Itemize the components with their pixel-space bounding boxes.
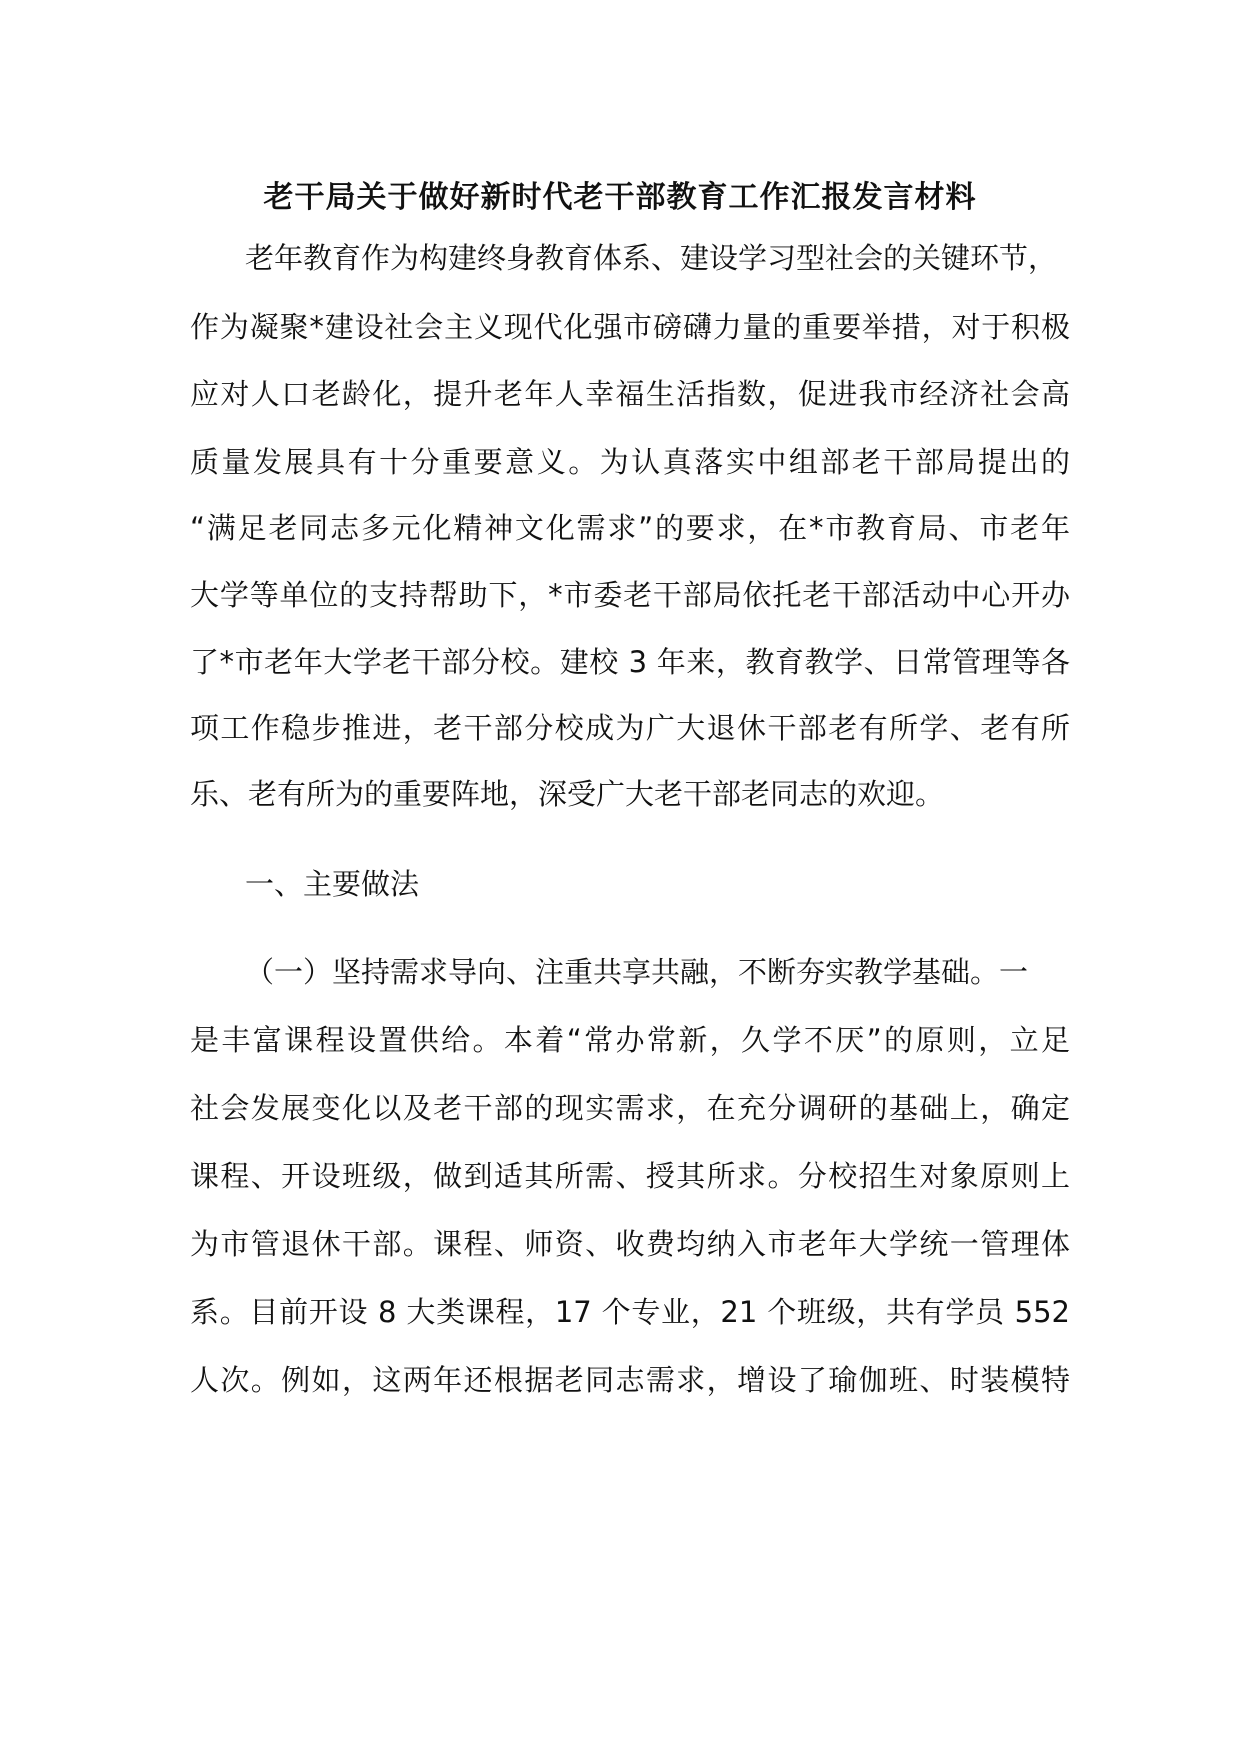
text-line: （一）坚持需求导向、注重共享共融，不断夯实教学基础。一 xyxy=(245,955,1029,989)
text-line: 是丰富课程设置供给。本着“常办常新，久学不厌”的原则，立足 xyxy=(190,1023,1070,1057)
document-title: 老干局关于做好新时代老干部教育工作汇报发言材料 xyxy=(263,180,977,215)
text-line: 项工作稳步推进，老干部分校成为广大退休干部老有所学、老有所 xyxy=(190,711,1070,745)
text-line: 作为凝聚*建设社会主义现代化强市磅礴力量的重要举措，对于积极 xyxy=(190,310,1070,344)
text-line: 社会发展变化以及老干部的现实需求，在充分调研的基础上，确定 xyxy=(190,1091,1070,1125)
text-line: 了*市老年大学老干部分校。建校 3 年来，教育教学、日常管理等各 xyxy=(190,645,1070,679)
text-line: 为市管退休干部。课程、师资、收费均纳入市老年大学统一管理体 xyxy=(190,1227,1070,1261)
text-line: 老年教育作为构建终身教育体系、建设学习型社会的关键环节， xyxy=(245,241,1058,275)
text-line: 应对人口老龄化，提升老年人幸福生活指数，促进我市经济社会高 xyxy=(190,377,1070,411)
text-line: 系。目前开设 8 大类课程，17 个专业，21 个班级，共有学员 552 xyxy=(190,1295,1070,1329)
text-line: 课程、开设班级，做到适其所需、授其所求。分校招生对象原则上 xyxy=(190,1159,1070,1193)
section-heading: 一、主要做法 xyxy=(245,867,420,901)
text-line: “满足老同志多元化精神文化需求”的要求，在*市教育局、市老年 xyxy=(190,511,1070,545)
text-line: 大学等单位的支持帮助下，*市委老干部局依托老干部活动中心开办 xyxy=(190,578,1070,612)
text-line: 乐、老有所为的重要阵地，深受广大老干部老同志的欢迎。 xyxy=(190,777,945,811)
text-line: 人次。例如，这两年还根据老同志需求，增设了瑜伽班、时装模特 xyxy=(190,1363,1070,1397)
text-line: 质量发展具有十分重要意义。为认真落实中组部老干部局提出的 xyxy=(190,445,1070,479)
